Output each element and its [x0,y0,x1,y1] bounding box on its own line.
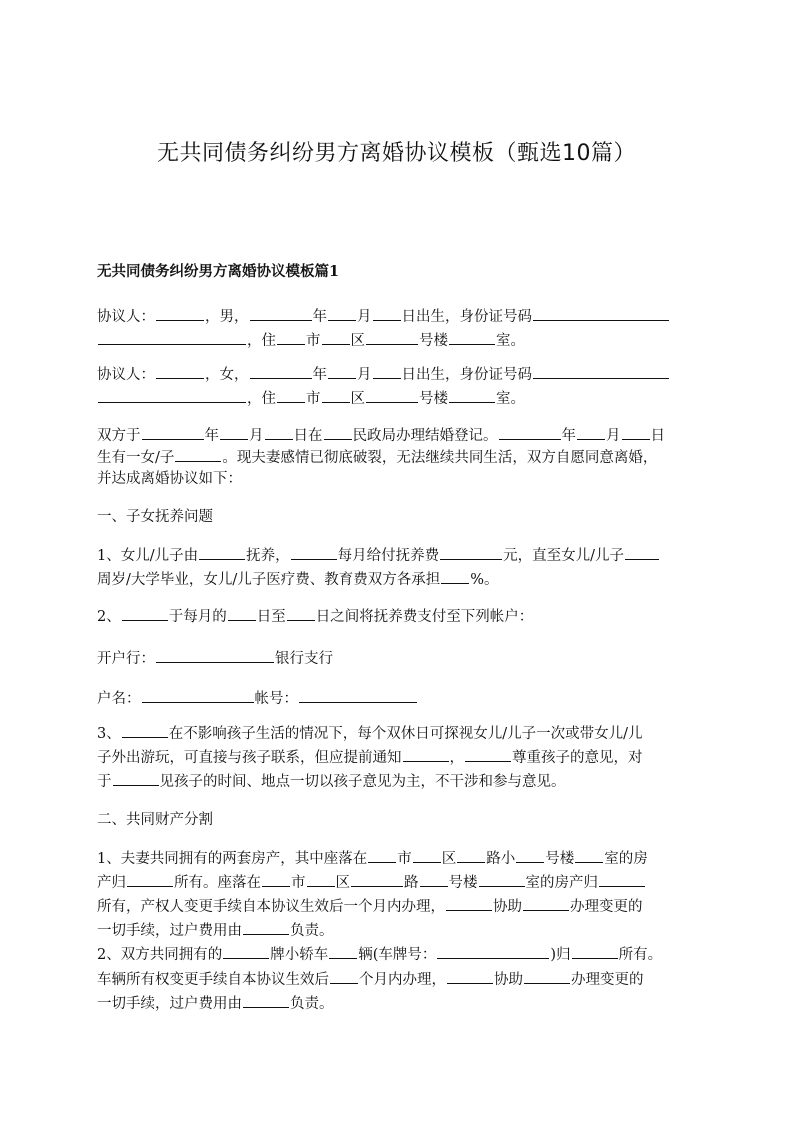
fill-in-blank [449,330,495,345]
fill-in-blank [403,747,449,762]
line-text: 双方于 [97,428,141,444]
line-text: 2、双方共同拥有的 [97,947,223,963]
fill-in-blank [322,388,350,403]
text-line [97,944,662,965]
fill-in-blank [220,425,248,440]
line-text: 元，直至女儿/儿子 [503,548,625,564]
line-text: 号楼 [419,333,448,349]
line-text: 生有一女/子 [97,450,175,466]
fill-in-blank [142,688,254,703]
line-text: 个月内办理， [359,972,446,988]
line-text: 二、共同财产分割 [97,812,213,828]
fill-in-blank [479,872,525,887]
fill-in-blank [277,330,305,345]
line-text: 子外出游玩，可直接与孩子联系，但应提前通知 [97,750,402,766]
text-line [97,330,525,351]
fill-in-blank [243,920,289,935]
fill-in-blank [533,364,669,379]
fill-in-blank [175,447,221,462]
line-text: 区 [350,391,365,407]
fill-in-blank [287,606,315,621]
fill-in-blank [98,330,246,345]
line-text: 车辆所有权变更手续自本协议生效后 [97,972,329,988]
text-line [97,507,213,527]
line-text: 所有。 [618,947,663,963]
line-text: 月 [357,309,372,325]
line-text: 办理变更的 [570,899,643,915]
line-text: 辆(车牌号： [358,947,437,963]
fill-in-blank [373,364,401,379]
fill-in-blank [368,848,396,863]
text-line [97,545,660,566]
fill-in-blank [373,306,401,321]
line-text: 室的房 [604,851,648,867]
fill-in-blank [330,969,358,984]
line-text: ， [449,750,464,766]
text-line [97,810,213,830]
text-line [97,920,334,941]
line-text: 路 [404,875,419,891]
fill-in-blank [437,944,549,959]
line-text: 市 [306,391,321,407]
line-text: 并达成离婚协议如下： [97,471,242,487]
fill-in-blank [533,306,669,321]
document-title: 无共同债务纠纷男方离婚协议模板（甄选10篇） [157,141,636,166]
line-text: 市 [291,875,306,891]
fill-in-blank [328,364,356,379]
fill-in-blank [299,688,417,703]
fill-in-blank [575,848,603,863]
fill-in-blank [516,848,544,863]
line-text: 室。 [496,391,525,407]
text-line [97,569,499,590]
line-text: 于 [97,774,112,790]
fill-in-blank [499,425,561,440]
line-text: 银行支行 [275,651,333,667]
fill-in-blank [223,944,269,959]
line-text: 负责。 [290,923,334,939]
fill-in-blank [142,425,204,440]
fill-in-blank [262,872,290,887]
section-title: 无共同债务纠纷男方离婚协议模板篇1 [97,263,340,280]
line-text: 日 [650,428,665,444]
fill-in-blank [250,306,312,321]
line-text: 日至 [256,609,286,625]
fill-in-blank [420,872,448,887]
line-text: 协议人： [97,309,155,325]
line-text: ，女， [205,367,249,383]
line-text: 年 [312,367,327,383]
line-text: 区 [441,851,457,867]
text-line [97,364,670,385]
line-text: 月 [357,367,372,383]
fill-in-blank [228,606,256,621]
line-text: 月 [249,428,264,444]
fill-in-blank [625,545,659,560]
fill-in-blank [265,425,293,440]
fill-in-blank [243,993,289,1008]
line-text: 3、 [97,726,121,742]
line-text: 号楼 [545,851,575,867]
line-text: 周岁/大学毕业，女儿/儿子医疗费、教育费双方各承担 [97,572,441,588]
text-line [97,606,533,627]
fill-in-blank [156,648,274,663]
line-text: 市 [397,851,412,867]
line-text: 日之间将抚养费支付至下列帐户： [315,609,534,625]
line-text: 市 [306,333,321,349]
line-text: 1、女儿/儿子由 [97,548,199,564]
line-text: 所有。座落在 [174,875,261,891]
fill-in-blank [122,606,168,621]
line-text: 产归 [97,875,126,891]
fill-in-blank [465,747,511,762]
fill-in-blank [440,545,502,560]
line-text: 在不影响孩子生活的情况下，每个双休日可探视女儿/儿子一次或带女儿/儿 [168,726,643,742]
line-text: )归 [550,947,571,963]
text-line [97,306,670,327]
line-text: ，男， [205,309,249,325]
line-text: 协助 [493,899,522,915]
fill-in-blank [250,364,312,379]
line-text: 所有，产权人变更手续自本协议生效后一个月内办理， [97,899,445,915]
text-line [97,771,566,792]
line-text: ，住 [247,333,276,349]
line-text: 每月给付抚养费 [337,548,440,564]
text-line [97,688,418,709]
line-text: 室。 [496,333,525,349]
line-text: 牌小轿车 [270,947,329,963]
fill-in-blank [122,723,168,738]
text-line [97,747,643,768]
fill-in-blank [457,848,485,863]
line-text: 协议人： [97,367,155,383]
fill-in-blank [291,545,337,560]
line-text: 1、夫妻共同拥有的两套房产，其中座落在 [97,851,368,867]
line-text: 帐号： [254,691,298,707]
line-text: 区 [350,333,365,349]
line-text: ，住 [247,391,276,407]
fill-in-blank [98,388,246,403]
fill-in-blank [324,425,352,440]
line-text: 负责。 [290,996,334,1012]
fill-in-blank [524,969,570,984]
line-text: 室的房产归 [525,875,598,891]
line-text: 年 [561,428,576,444]
line-text: 号楼 [448,875,478,891]
line-text: 户名： [97,691,141,707]
line-text: 区 [335,875,350,891]
fill-in-blank [599,872,645,887]
fill-in-blank [449,388,495,403]
line-text: 日出生，身份证号码 [401,367,532,383]
text-line [97,969,644,990]
fill-in-blank [577,425,605,440]
line-text: 抚养， [246,548,290,564]
line-text: 号楼 [419,391,448,407]
text-line [97,848,648,869]
fill-in-blank [366,330,418,345]
fill-in-blank [307,872,335,887]
fill-in-blank [622,425,650,440]
line-text: 于每月的 [168,609,227,625]
line-text: 路小 [486,851,516,867]
line-text: 日出生，身份证号码 [401,309,532,325]
fill-in-blank [572,944,618,959]
line-text: 。现夫妻感情已彻底破裂，无法继续共同生活，双方自愿同意离婚， [222,450,658,466]
text-line [97,872,646,893]
fill-in-blank [277,388,305,403]
text-line [97,425,665,446]
line-text: 办理变更的 [571,972,644,988]
fill-in-blank [199,545,245,560]
line-text: 尊重孩子的意见，对 [512,750,643,766]
line-text: 年 [204,428,219,444]
line-text: 开户行： [97,651,155,667]
line-text: 一、子女抚养问题 [97,509,213,525]
text-line [97,896,643,917]
fill-in-blank [446,896,492,911]
fill-in-blank [113,771,159,786]
text-line [97,388,525,409]
fill-in-blank [441,569,469,584]
line-text: 一切手续，过户费用由 [97,996,242,1012]
text-line [97,648,333,669]
line-text: 年 [312,309,327,325]
line-text: %。 [470,572,499,588]
text-line [97,447,657,468]
fill-in-blank [329,944,357,959]
fill-in-blank [328,306,356,321]
text-line [97,993,334,1014]
fill-in-blank [366,388,418,403]
line-text: 月 [606,428,621,444]
fill-in-blank [156,364,204,379]
line-text: 日在 [293,428,323,444]
line-text: 2、 [97,609,121,625]
fill-in-blank [322,330,350,345]
fill-in-blank [351,872,403,887]
line-text: 协助 [494,972,523,988]
fill-in-blank [447,969,493,984]
line-text: 民政局办理结婚登记。 [352,428,498,444]
fill-in-blank [127,872,173,887]
text-line [97,469,242,489]
line-text: 见孩子的时间、地点一切以孩子意见为主，不干涉和参与意见。 [159,774,566,790]
fill-in-blank [413,848,441,863]
text-line [97,723,643,744]
fill-in-blank [523,896,569,911]
line-text: 一切手续，过户费用由 [97,923,242,939]
fill-in-blank [156,306,204,321]
